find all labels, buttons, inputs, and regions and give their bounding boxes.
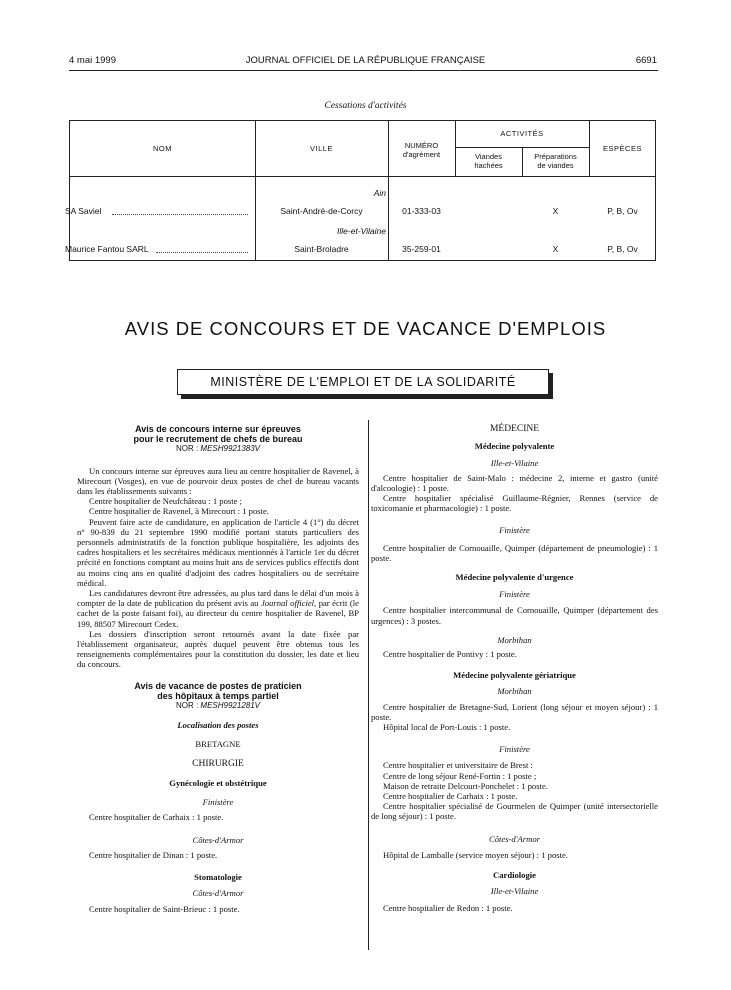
- discipline-heading: Médecine polyvalente: [474, 441, 555, 452]
- post-entry: Centre hospitalier de Pontivy : 1 poste.: [383, 649, 517, 660]
- specialty-heading: CHIRURGIE: [192, 758, 244, 769]
- header-date: 4 mai 1999: [69, 55, 117, 66]
- section-title: AVIS DE CONCOURS ET DE VACANCE D'EMPLOIS: [124, 318, 607, 339]
- paragraph: Les candidatures devront être adressées, au plus tard dans le délai d'un mois à compter de la date de publication du présent avis au Journal officiel, par écrit (le cachet de la poste faisant foi), au directeur du centre hospitalier de Ravenel, BP 199, 88507 Mirecourt Cedex.: [77, 588, 360, 629]
- header-rule: [69, 70, 658, 71]
- department-heading: Ille-et-Vilaine: [490, 886, 539, 897]
- th-ville: VILLE: [310, 144, 333, 153]
- header-page-number: 6691: [635, 55, 657, 66]
- paragraph: Centre hospitalier de Neufchâteau : 1 poste ;: [89, 496, 242, 507]
- table-cell-nom: SA Saviel: [65, 206, 102, 216]
- post-entry: Hôpital de Lamballe (service moyen séjour) : 1 poste.: [383, 849, 568, 860]
- department-heading: Côtes-d'Armor: [192, 888, 244, 899]
- discipline-heading: Médecine polyvalente d'urgence: [455, 572, 574, 583]
- th-numero: NUMÉRO d'agrément: [402, 141, 441, 159]
- post-entry: Centre hospitalier de Carhaix : 1 poste.: [383, 791, 518, 802]
- discipline-heading: Cardiologie: [493, 870, 536, 881]
- leader-dots: [112, 214, 248, 215]
- paragraph: Les dossiers d'inscription seront retournés avant la date fixée par l'établissement organisateur, auprès duquel peuvent être obtenus tous les renseignements complémentaires pour la constitution du dossier, les date et lieu du concours.: [77, 628, 359, 670]
- table-cell-preparations: X: [552, 244, 559, 254]
- specialty-heading: MÉDECINE: [489, 424, 540, 434]
- table-cell-especes: P, B, Ov: [607, 206, 638, 216]
- department-heading: Morbihan: [497, 686, 532, 697]
- paragraph: Un concours interne sur épreuves aura lieu au centre hospitalier de Ravenel, à Mirecourt (Vosges), en vue de pourvoir deux postes de chef de bureau vacants dans les établissements suivants :: [77, 465, 359, 497]
- discipline-heading: Gynécologie et obstétrique: [169, 777, 267, 788]
- table-cell-numero: 01-333-03: [402, 206, 441, 216]
- th-activites: ACTIVITÉS: [500, 129, 544, 138]
- table-header-rule: [70, 176, 655, 177]
- ministry-box-border: [177, 369, 549, 395]
- table-region: Ain: [373, 188, 386, 198]
- table-region: Ille-et-Vilaine: [337, 226, 386, 236]
- table-hline: [455, 147, 589, 148]
- leader-dots: [156, 252, 248, 253]
- right-column: [371, 424, 658, 913]
- cessations-table: [65, 120, 656, 261]
- table-cell-ville: Saint-André-de-Corcy: [280, 206, 363, 216]
- left-column: [77, 424, 359, 915]
- post-entry: Centre hospitalier de Saint-Malo : médecine 2, interne et gastro (unité d'alcoologie) : 1 poste.: [371, 472, 658, 493]
- table-cell-ville: Saint-Broladre: [294, 244, 349, 254]
- department-heading: Côtes-d'Armor: [488, 833, 540, 844]
- notice-1-title: Avis de concours interne sur épreuves pour le recrutement de chefs de bureau: [133, 424, 303, 445]
- table-caption: Cessations d'activités: [324, 101, 407, 111]
- department-heading: Ille-et-Vilaine: [490, 458, 539, 469]
- table-cell-especes: P, B, Ov: [607, 244, 638, 254]
- paragraph: Peuvent faire acte de candidature, en application de l'article 4 (1°) du décret n° 90-839 du 21 septembre 1990 modifié portant statuts particuliers des personnels administratifs de la fonction publique hospitalière, les adjoints des cadres hospitaliers et les secrétaires médicaux mentionnés à l'article 1er du décret précité en fonctions comptant au moins huit ans de services publics effectifs dont au moins cinq ans en qualité d'adjoint des cadres hospitaliers ou de secrétaire médical.: [77, 516, 359, 588]
- department-heading: Finistère: [499, 589, 530, 600]
- post-entry: Centre hospitalier de Cornouaille, Quimper (département de pneumologie) : 1 poste.: [371, 542, 658, 563]
- post-entry: Centre hospitalier de Redon : 1 poste.: [383, 902, 513, 913]
- notice-1-nor: NOR : MESH9921383V: [175, 444, 261, 454]
- post-entry: Centre hospitalier de Bretagne-Sud, Lorient (long séjour et moyen séjour) : 1 poste.: [371, 701, 658, 722]
- notice-2-nor: NOR : MESH9921281V: [175, 701, 261, 711]
- post-entry: Centre hospitalier spécialisé Guillaume-Régnier, Rennes (service de toxicomanie et pharmacologie) : 1 poste.: [371, 493, 658, 514]
- paragraph: Centre hospitalier de Ravenel, à Mirecourt : 1 poste.: [89, 506, 269, 517]
- header-journal: JOURNAL OFFICIEL DE LA RÉPUBLIQUE FRANÇAISE: [245, 55, 486, 66]
- department-heading: Finistère: [499, 525, 530, 536]
- table-cell-preparations: X: [552, 206, 559, 216]
- post-entry: Centre hospitalier de Dinan : 1 poste.: [89, 849, 218, 860]
- th-especes: ESPÈCES: [603, 144, 642, 153]
- post-entry: Hôpital local de Port-Louis : 1 poste.: [383, 722, 511, 733]
- post-entry: Centre hospitalier de Carhaix : 1 poste.: [89, 812, 224, 823]
- notice-2-title: Avis de vacance de postes de praticien des hôpitaux à temps partiel: [134, 680, 302, 701]
- column-separator: [368, 420, 369, 950]
- discipline-heading: Stomatologie: [194, 871, 242, 882]
- post-entry: Centre hospitalier et universitaire de Brest :: [383, 760, 533, 771]
- th-nom: NOM: [153, 144, 172, 153]
- post-entry: Centre hospitalier spécialisé de Gourmelen de Quimper (unité intersectorielle de long séjour) : 1 poste.: [371, 801, 658, 822]
- department-heading: Finistère: [202, 797, 234, 808]
- post-entry: Maison de retraite Delcourt-Ponchelet : 1 poste.: [383, 780, 548, 791]
- th-viandes: Viandes hachées: [474, 152, 503, 170]
- discipline-heading: Médecine polyvalente gériatrique: [453, 670, 576, 681]
- post-entry: Centre hospitalier de Saint-Brieuc : 1 poste.: [89, 904, 240, 915]
- th-preparations: Préparations de viandes: [534, 152, 577, 170]
- table-cell-numero: 35-259-01: [402, 244, 441, 254]
- region-heading: BRETAGNE: [195, 739, 241, 750]
- ministry-heading: MINISTÈRE DE L'EMPLOI ET DE LA SOLIDARITÉ: [177, 369, 549, 395]
- post-entry: Centre de long séjour René-Fortin : 1 poste ;: [383, 770, 537, 781]
- department-heading: Finistère: [499, 744, 530, 755]
- post-entry: Centre hospitalier intercommunal de Cornouaille, Quimper (département des urgences) : 3 postes.: [371, 605, 658, 626]
- department-heading: Côtes-d'Armor: [192, 834, 244, 845]
- table-cell-nom: Maurice Fantou SARL: [65, 244, 149, 254]
- subheading: Localisation des postes: [177, 720, 259, 731]
- department-heading: Morbihan: [497, 634, 532, 645]
